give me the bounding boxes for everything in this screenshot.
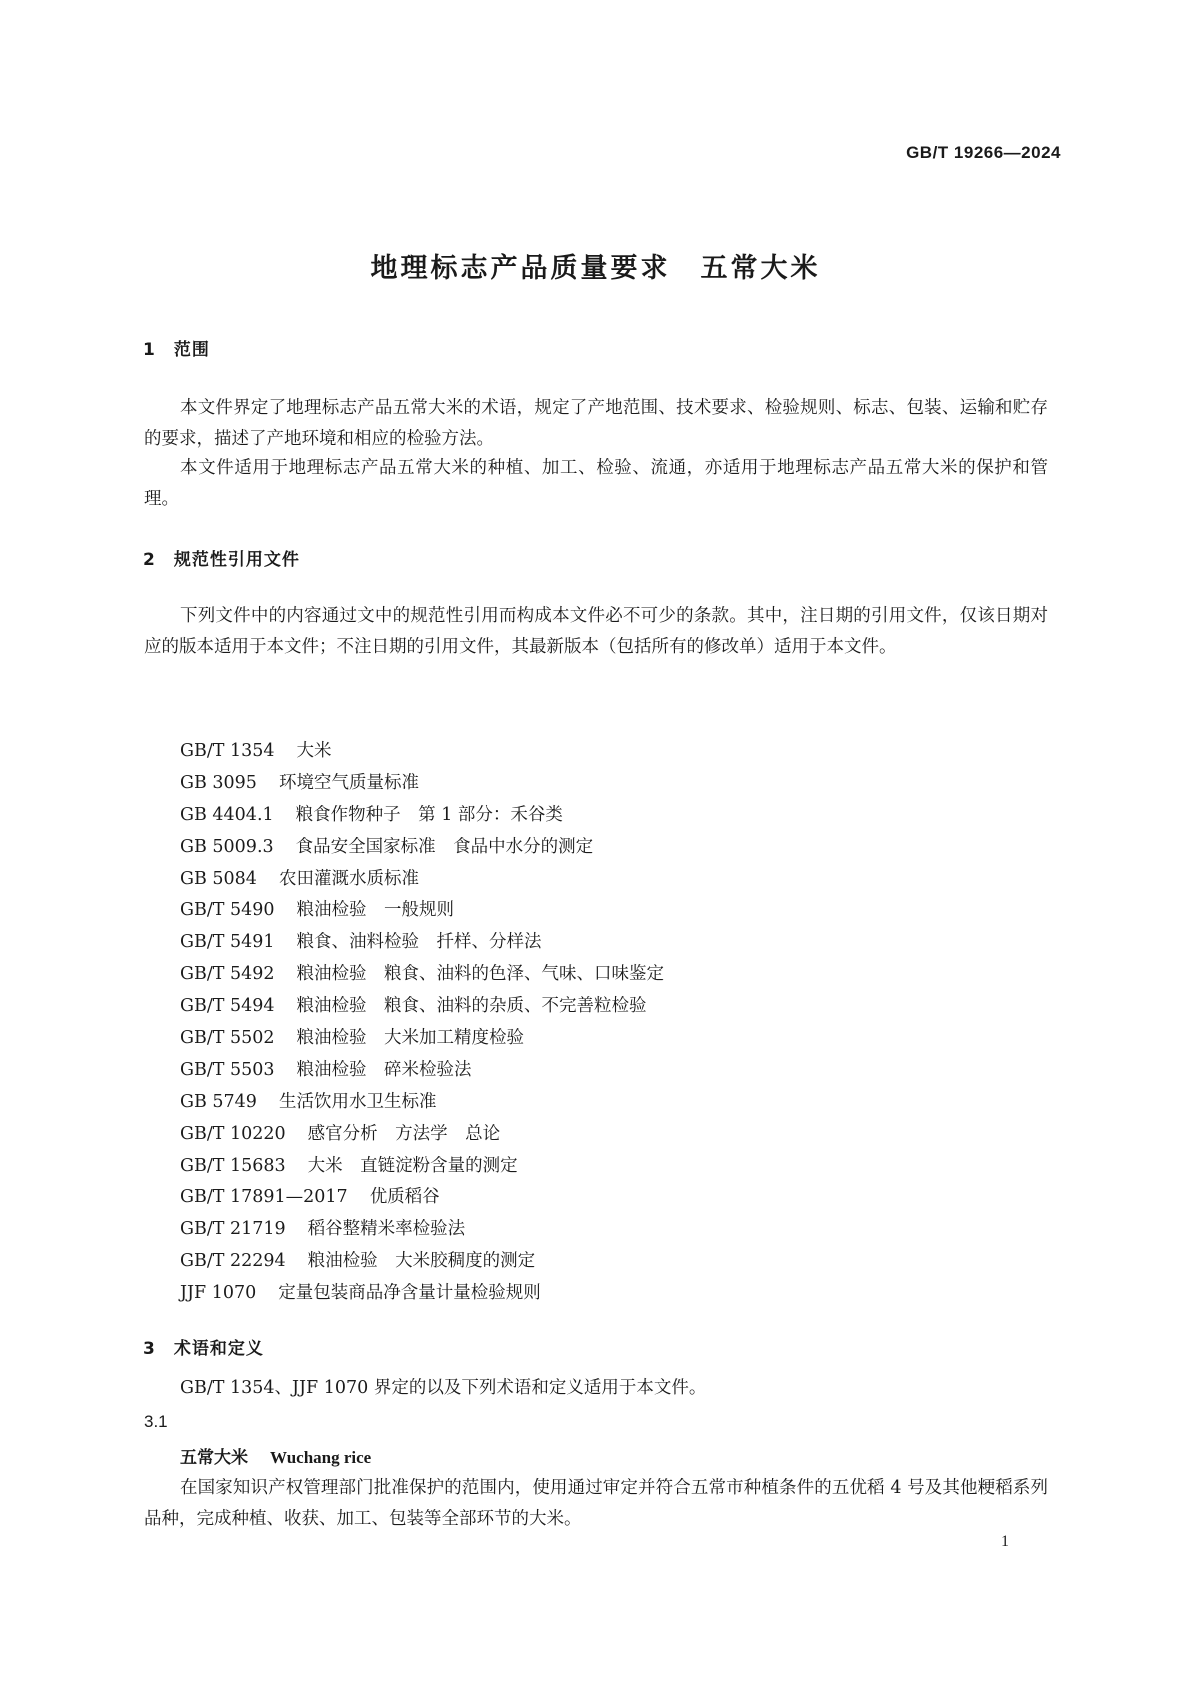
reference-title: 大米 直链淀粉含量的测定: [307, 1155, 518, 1176]
section-heading-scope: 1 范围: [143, 340, 210, 360]
reference-code: GB 3095: [180, 772, 257, 793]
reference-item: [180, 927, 664, 959]
reference-item: [180, 800, 664, 832]
reference-code: GB/T 5503: [180, 1059, 275, 1080]
reference-item: [180, 1087, 664, 1119]
reference-item: [180, 1151, 664, 1183]
reference-code: GB 4404.1: [180, 804, 274, 825]
reference-item: [180, 864, 664, 896]
reference-item: [180, 736, 664, 768]
reference-title: 稻谷整精米率检验法: [307, 1219, 466, 1240]
page-number: 1: [1001, 1533, 1009, 1550]
reference-title: 粮食、油料检验 扦样、分样法: [296, 932, 542, 953]
reference-code: GB/T 17891—2017: [180, 1187, 348, 1208]
section-heading-terms-definitions: 3 术语和定义: [143, 1339, 264, 1359]
reference-item: [180, 991, 664, 1023]
reference-title: 粮油检验 粮食、油料的杂质、不完善粒检验: [296, 996, 647, 1017]
reference-code: GB 5009.3: [180, 836, 274, 857]
reference-item: [180, 1055, 664, 1087]
standard-code: GB/T 19266—2024: [906, 143, 1061, 162]
reference-title: 农田灌溉水质标准: [278, 868, 419, 889]
term-definition: 在国家知识产权管理部门批准保护的范围内，使用通过审定并符合五常市种植条件的五优稻 4 号及其他粳稻系列品种，完成种植、收获、加工、包装等全部环节的大米。: [144, 1478, 1048, 1529]
reference-item: [180, 1214, 664, 1246]
section-heading-normative-references: 2 规范性引用文件: [143, 550, 300, 570]
term-name-en: Wuchang rice: [270, 1448, 372, 1467]
reference-code: GB/T 5502: [180, 1028, 275, 1049]
reference-item: [180, 959, 664, 991]
reference-item: [180, 768, 664, 800]
reference-item: [180, 832, 664, 864]
reference-title: 食品安全国家标准 食品中水分的测定: [295, 836, 594, 857]
reference-title: 感官分析 方法学 总论: [307, 1123, 501, 1144]
reference-title: 粮油检验 粮食、油料的色泽、气味、口味鉴定: [296, 964, 665, 985]
reference-code: GB/T 10220: [180, 1123, 286, 1144]
reference-code: JJF 1070: [180, 1283, 257, 1304]
reference-code: GB/T 1354: [180, 741, 275, 761]
reference-item: [180, 1246, 664, 1278]
reference-code: GB/T 21719: [180, 1219, 286, 1240]
reference-item: [180, 1023, 664, 1055]
reference-title: 环境空气质量标准: [278, 772, 419, 793]
reference-list: [180, 736, 664, 1310]
reference-code: GB 5749: [180, 1091, 257, 1112]
reference-title: 粮油检验 碎米检验法: [296, 1059, 472, 1080]
reference-title: 优质稻谷: [369, 1187, 440, 1208]
reference-code: GB/T 5494: [180, 996, 275, 1017]
terms-intro-paragraph: GB/T 1354、JJF 1070 界定的以及下列术语和定义适用于本文件。: [180, 1378, 707, 1398]
reference-title: 定量包装商品净含量计量检验规则: [278, 1283, 541, 1304]
term-name-zh: 五常大米: [180, 1448, 248, 1468]
reference-title: 粮油检验 大米加工精度检验: [296, 1028, 525, 1049]
reference-code: GB/T 5490: [180, 900, 275, 921]
scope-paragraph-1: 本文件界定了地理标志产品五常大米的术语，规定了产地范围、技术要求、检验规则、标志、包装、运输和贮存的要求，描述了产地环境和相应的检验方法。: [144, 398, 1048, 449]
scope-paragraph-2: 本文件适用于地理标志产品五常大米的种植、加工、检验、流通，亦适用于地理标志产品五常大米的保护和管理。: [144, 458, 1048, 509]
reference-title: 粮食作物种子 第 1 部分：禾谷类: [295, 804, 563, 825]
reference-item: [180, 1182, 664, 1214]
reference-code: GB/T 5492: [180, 964, 275, 985]
reference-title: 粮油检验 一般规则: [296, 900, 455, 921]
references-intro-paragraph: 下列文件中的内容通过文中的规范性引用而构成本文件必不可少的条款。其中，注日期的引用文件，仅该日期对应的版本适用于本文件；不注日期的引用文件，其最新版本（包括所有的修改单）适用于本文件。: [144, 606, 1048, 657]
reference-code: GB/T 22294: [180, 1251, 286, 1272]
reference-item: [180, 895, 664, 927]
reference-code: GB 5084: [180, 868, 257, 889]
term-name: [180, 1443, 371, 1468]
reference-item: [180, 1119, 664, 1151]
reference-item: [180, 1278, 664, 1310]
reference-code: GB/T 5491: [180, 932, 275, 953]
reference-title: 生活饮用水卫生标准: [278, 1091, 437, 1112]
reference-title: 大米: [296, 741, 332, 761]
reference-code: GB/T 15683: [180, 1155, 286, 1176]
term-number: 3.1: [144, 1412, 168, 1431]
reference-title: 粮油检验 大米胶稠度的测定: [307, 1251, 536, 1272]
document-title: 地理标志产品质量要求 五常大米: [370, 253, 821, 284]
